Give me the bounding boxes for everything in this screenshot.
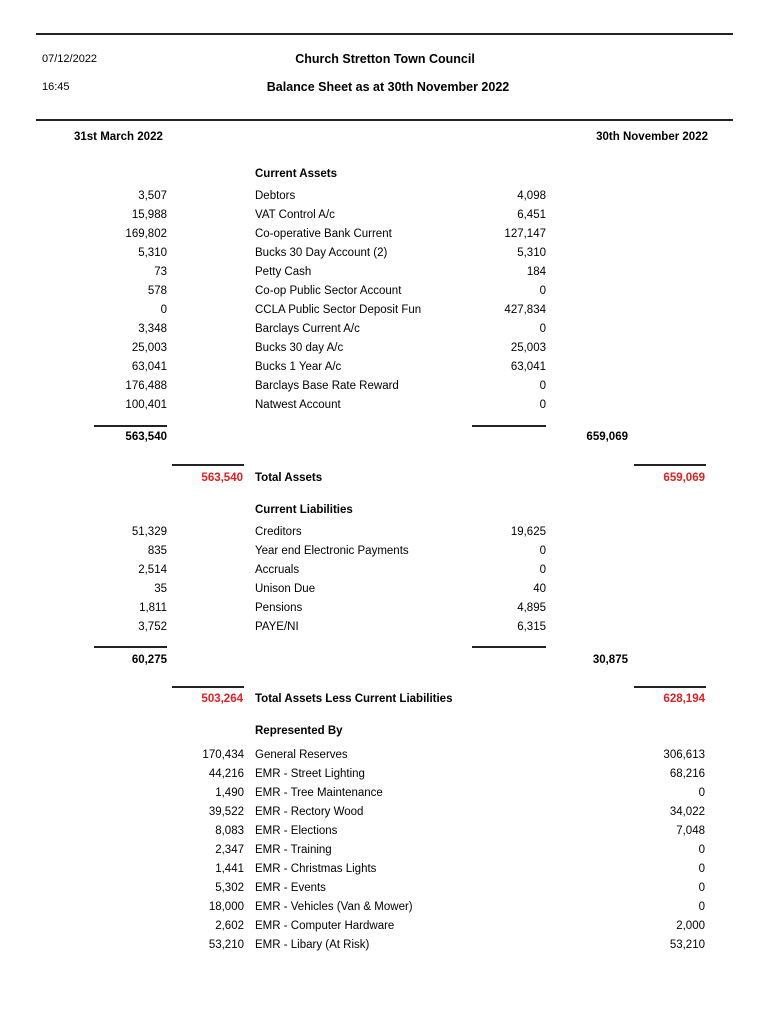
list-item xyxy=(0,803,770,822)
account-label: Natwest Account xyxy=(255,399,341,411)
current-value: 7,048 xyxy=(676,825,705,837)
current-value: 427,834 xyxy=(504,304,546,316)
net-assets-current: 628,194 xyxy=(663,693,705,705)
prior-value: 8,083 xyxy=(215,825,244,837)
prior-value: 18,000 xyxy=(208,901,244,913)
current-value: 40 xyxy=(533,583,546,595)
reserve-label: EMR - Elections xyxy=(255,825,338,837)
account-label: Accruals xyxy=(255,564,300,576)
list-item xyxy=(0,301,770,320)
current-value: 0 xyxy=(539,323,546,335)
current-liabilities-subtotal-prior: 60,275 xyxy=(131,654,167,666)
list-item xyxy=(0,320,770,339)
current-value: 0 xyxy=(698,863,705,875)
report-title: Balance Sheet as at 30th November 2022 xyxy=(266,80,510,94)
prior-value: 5,310 xyxy=(138,247,167,259)
net-assets-prior: 503,264 xyxy=(201,693,243,705)
prior-value: 835 xyxy=(147,545,167,557)
account-label: Pensions xyxy=(255,602,303,614)
list-item xyxy=(0,936,770,955)
account-label: PAYE/NI xyxy=(255,621,299,633)
current-assets-subtotal-prior: 563,540 xyxy=(125,431,167,443)
liabilities-rule-current xyxy=(472,646,546,648)
current-value: 25,003 xyxy=(510,342,546,354)
section-heading-represented-by: Represented By xyxy=(255,725,343,737)
list-item xyxy=(0,822,770,841)
total-assets-current: 659,069 xyxy=(663,472,705,484)
list-item xyxy=(0,580,770,599)
current-value: 306,613 xyxy=(663,749,705,761)
prior-value: 15,988 xyxy=(131,209,167,221)
current-value: 0 xyxy=(539,380,546,392)
reserve-label: EMR - Vehicles (Van & Mower) xyxy=(255,901,413,913)
prior-value: 1,811 xyxy=(139,602,167,614)
list-item xyxy=(0,339,770,358)
list-item xyxy=(0,599,770,618)
account-label: Barclays Current A/c xyxy=(255,323,360,335)
list-item xyxy=(0,244,770,263)
net-rule-current xyxy=(634,686,706,688)
current-value: 0 xyxy=(698,787,705,799)
list-item xyxy=(0,377,770,396)
prior-value: 578 xyxy=(147,285,167,297)
current-value: 0 xyxy=(539,285,546,297)
list-item xyxy=(0,841,770,860)
organisation-name: Church Stretton Town Council xyxy=(295,52,475,66)
reserve-label: EMR - Libary (At Risk) xyxy=(255,939,370,951)
current-value: 63,041 xyxy=(510,361,546,373)
list-item xyxy=(0,282,770,301)
subtotal-rule-prior xyxy=(94,425,167,427)
prior-value: 53,210 xyxy=(208,939,244,951)
current-value: 2,000 xyxy=(676,920,705,932)
list-item xyxy=(0,542,770,561)
prior-value: 2,347 xyxy=(215,844,244,856)
current-value: 0 xyxy=(539,545,546,557)
prior-value: 1,490 xyxy=(215,787,244,799)
prior-value: 176,488 xyxy=(125,380,167,392)
prior-value: 51,329 xyxy=(131,526,167,538)
list-item xyxy=(0,225,770,244)
list-item xyxy=(0,879,770,898)
reserve-label: EMR - Street Lighting xyxy=(255,768,365,780)
reserve-label: EMR - Rectory Wood xyxy=(255,806,364,818)
liabilities-rule-prior xyxy=(94,646,167,648)
current-value: 0 xyxy=(698,844,705,856)
reserve-label: EMR - Training xyxy=(255,844,332,856)
list-item xyxy=(0,396,770,415)
top-rule xyxy=(36,33,733,35)
current-liabilities-subtotal-current: 30,875 xyxy=(592,654,628,666)
current-value: 68,216 xyxy=(669,768,705,780)
net-assets-label: Total Assets Less Current Liabilities xyxy=(255,693,453,705)
current-value: 0 xyxy=(539,564,546,576)
net-rule-prior xyxy=(172,686,244,688)
current-value: 5,310 xyxy=(517,247,546,259)
list-item xyxy=(0,765,770,784)
represented-by-list xyxy=(0,746,770,955)
prior-value: 3,752 xyxy=(138,621,167,633)
reserve-label: EMR - Events xyxy=(255,882,326,894)
current-value: 127,147 xyxy=(504,228,546,240)
prior-value: 3,348 xyxy=(138,323,167,335)
prior-value: 25,003 xyxy=(131,342,167,354)
subtotal-rule-current xyxy=(472,425,546,427)
section-heading-current-assets: Current Assets xyxy=(255,168,338,180)
account-label: Bucks 1 Year A/c xyxy=(255,361,342,373)
list-item xyxy=(0,358,770,377)
column-heading-prior: 31st March 2022 xyxy=(74,131,163,143)
account-label: Barclays Base Rate Reward xyxy=(255,380,399,392)
current-value: 4,895 xyxy=(517,602,546,614)
list-item xyxy=(0,561,770,580)
prior-value: 0 xyxy=(160,304,167,316)
prior-value: 73 xyxy=(154,266,167,278)
prior-value: 169,802 xyxy=(125,228,167,240)
current-assets-subtotal-current: 659,069 xyxy=(586,431,628,443)
total-rule-current xyxy=(634,464,706,466)
prior-value: 35 xyxy=(154,583,167,595)
prior-value: 1,441 xyxy=(215,863,244,875)
report-date: 07/12/2022 xyxy=(42,53,98,65)
current-value: 0 xyxy=(698,901,705,913)
list-item xyxy=(0,263,770,282)
reserve-label: EMR - Tree Maintenance xyxy=(255,787,383,799)
current-value: 6,315 xyxy=(517,621,546,633)
total-assets-prior: 563,540 xyxy=(201,472,243,484)
current-assets-list xyxy=(0,187,770,415)
total-assets-label: Total Assets xyxy=(255,472,323,484)
list-item xyxy=(0,917,770,936)
current-liabilities-list xyxy=(0,523,770,637)
list-item xyxy=(0,746,770,765)
reserve-label: EMR - Christmas Lights xyxy=(255,863,377,875)
account-label: VAT Control A/c xyxy=(255,209,335,221)
section-heading-current-liabilities: Current Liabilities xyxy=(255,504,353,516)
reserve-label: EMR - Computer Hardware xyxy=(255,920,395,932)
account-label: Bucks 30 Day Account (2) xyxy=(255,247,388,259)
list-item xyxy=(0,618,770,637)
current-value: 0 xyxy=(698,882,705,894)
current-value: 6,451 xyxy=(517,209,546,221)
current-value: 53,210 xyxy=(669,939,705,951)
prior-value: 3,507 xyxy=(138,190,167,202)
list-item xyxy=(0,523,770,542)
current-value: 0 xyxy=(539,399,546,411)
account-label: Bucks 30 day A/c xyxy=(255,342,344,354)
prior-value: 39,522 xyxy=(208,806,244,818)
list-item xyxy=(0,860,770,879)
column-heading-current: 30th November 2022 xyxy=(596,131,708,143)
list-item xyxy=(0,784,770,803)
list-item xyxy=(0,898,770,917)
prior-value: 44,216 xyxy=(208,768,244,780)
account-label: Unison Due xyxy=(255,583,316,595)
current-value: 19,625 xyxy=(510,526,546,538)
prior-value: 5,302 xyxy=(215,882,244,894)
account-label: Creditors xyxy=(255,526,302,538)
total-rule-prior xyxy=(172,464,244,466)
current-value: 34,022 xyxy=(669,806,705,818)
current-value: 184 xyxy=(526,266,546,278)
prior-value: 2,602 xyxy=(215,920,244,932)
header-rule xyxy=(36,119,733,121)
reserve-label: General Reserves xyxy=(255,749,348,761)
list-item xyxy=(0,187,770,206)
current-value: 4,098 xyxy=(517,190,546,202)
account-label: Co-operative Bank Current xyxy=(255,228,392,240)
account-label: CCLA Public Sector Deposit Fun xyxy=(255,304,422,316)
account-label: Petty Cash xyxy=(255,266,312,278)
prior-value: 2,514 xyxy=(138,564,167,576)
account-label: Co-op Public Sector Account xyxy=(255,285,402,297)
prior-value: 100,401 xyxy=(125,399,167,411)
prior-value: 63,041 xyxy=(131,361,167,373)
account-label: Year end Electronic Payments xyxy=(255,545,409,557)
account-label: Debtors xyxy=(255,190,296,202)
list-item xyxy=(0,206,770,225)
prior-value: 170,434 xyxy=(202,749,244,761)
report-time: 16:45 xyxy=(42,81,70,93)
